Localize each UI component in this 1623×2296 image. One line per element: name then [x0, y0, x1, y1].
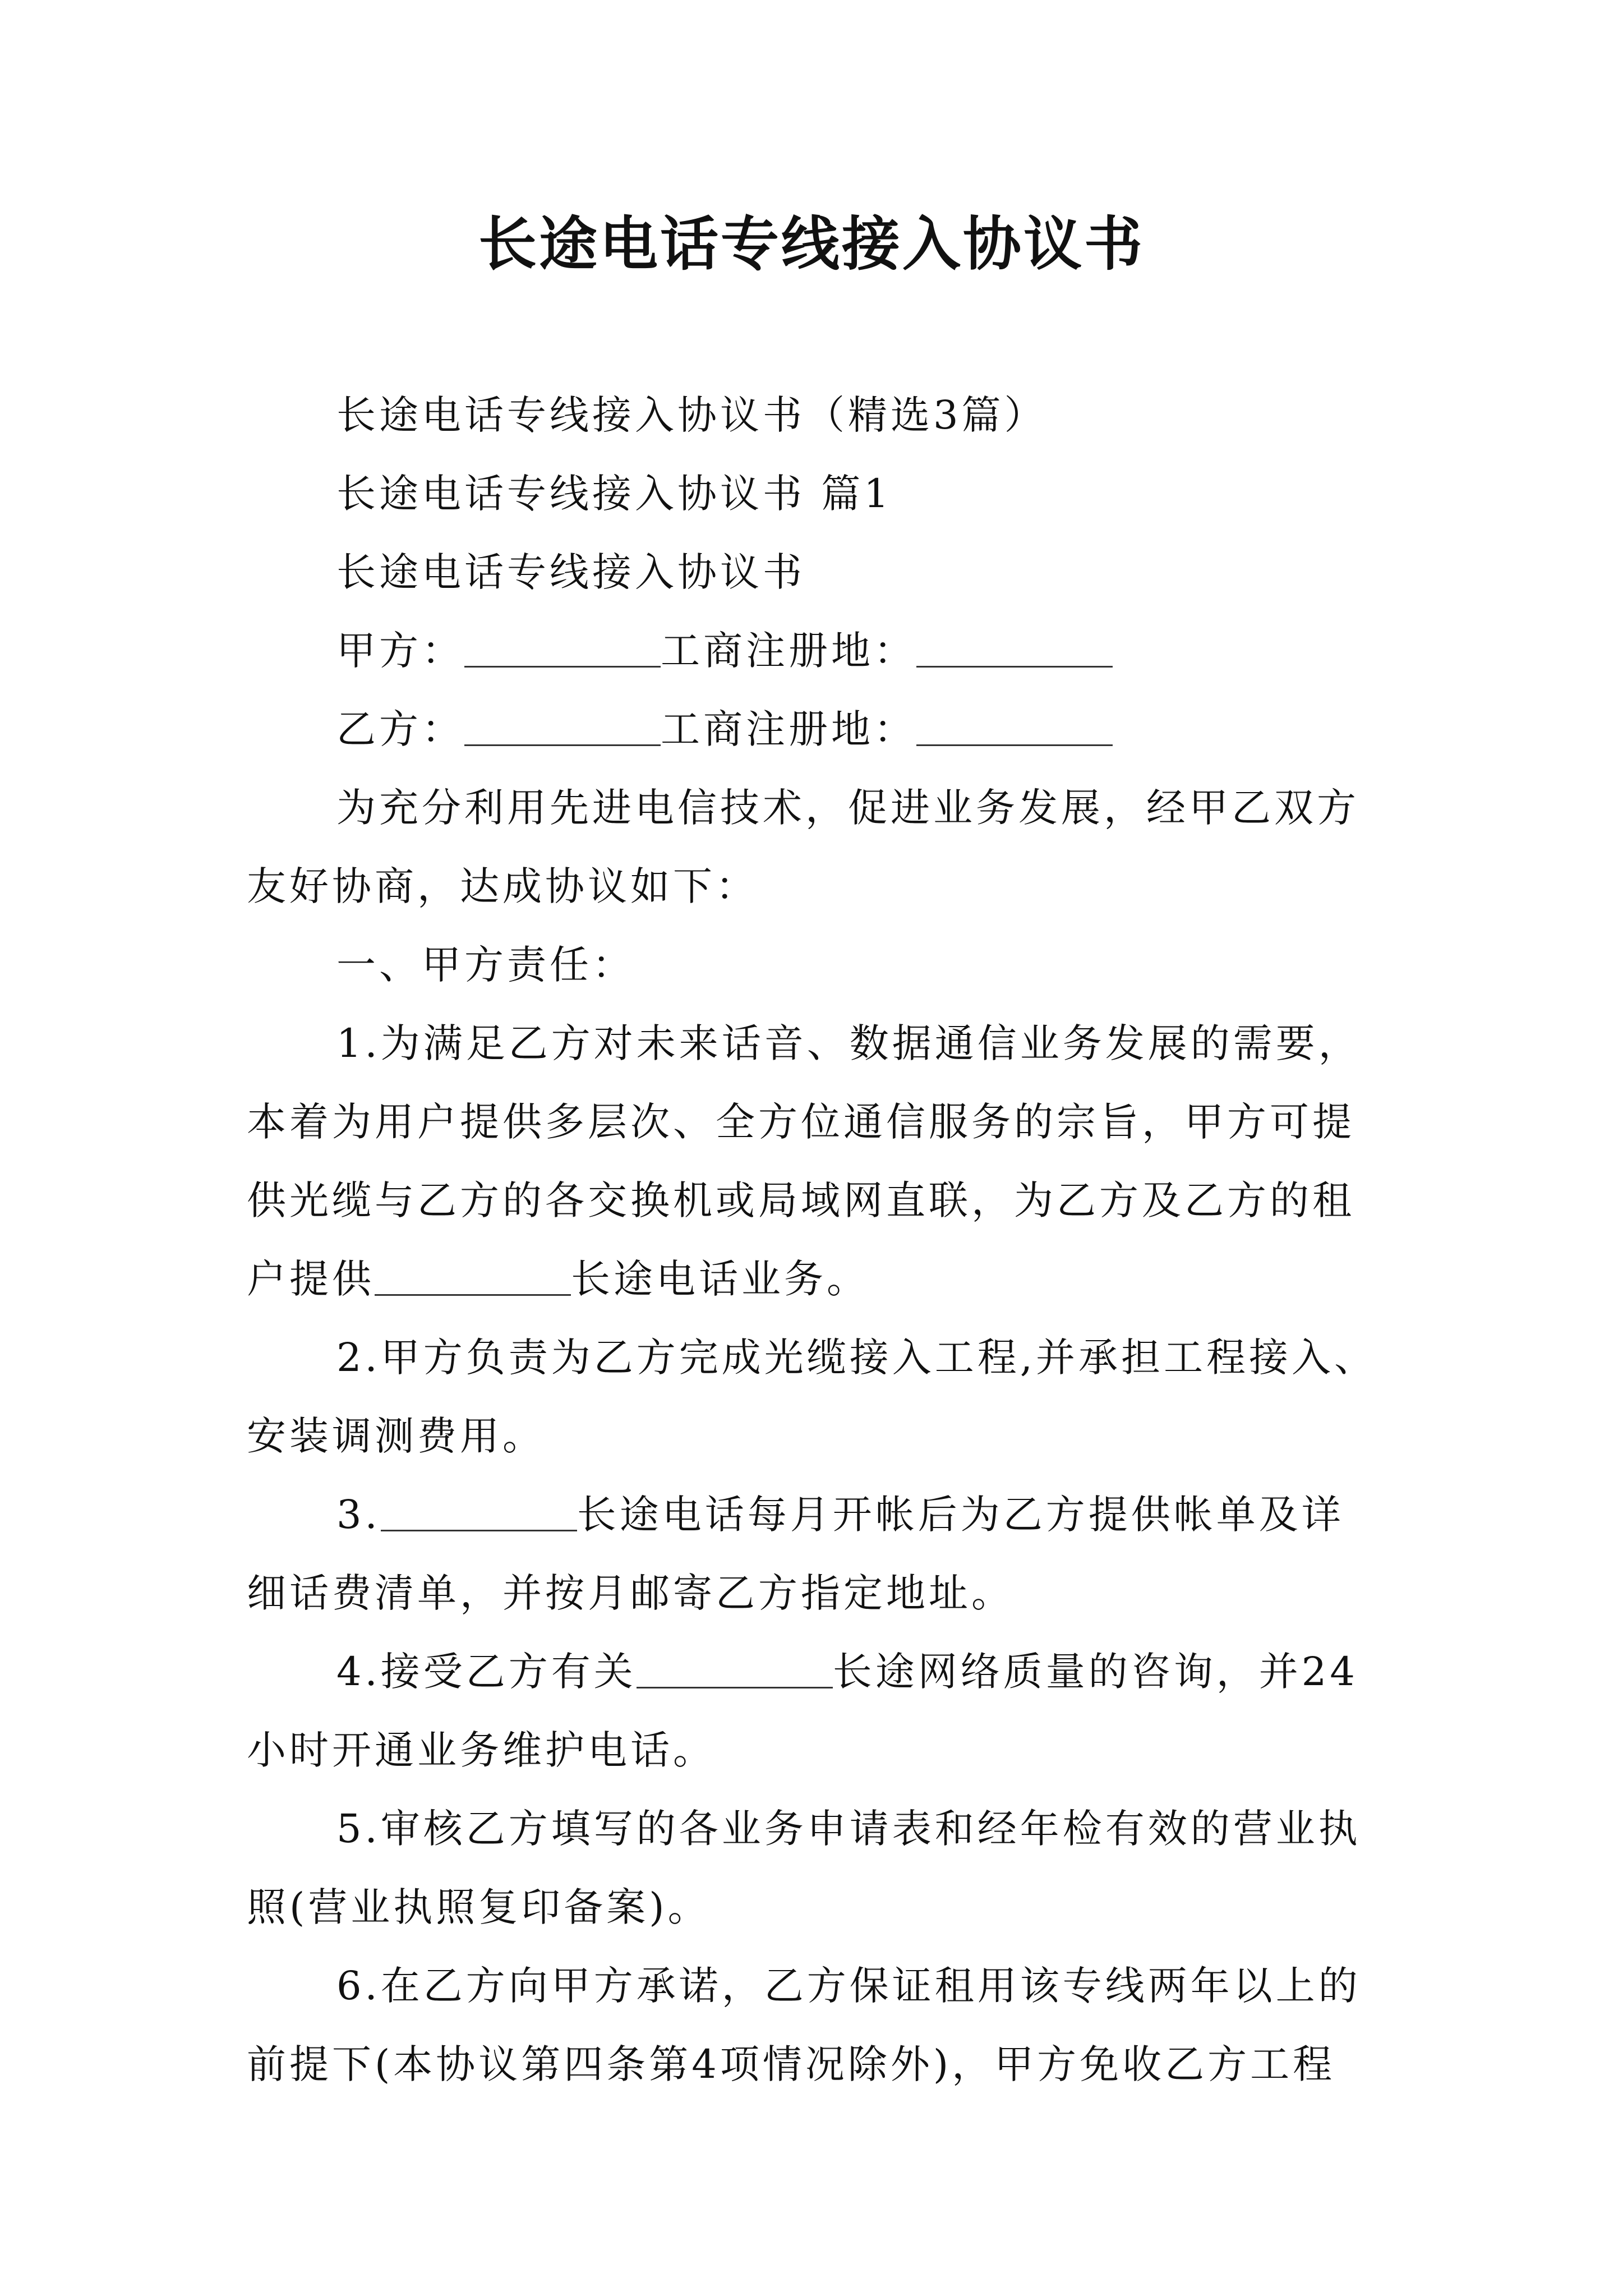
paragraph-text: 长途电话专线接入协议书 篇1 [336, 471, 892, 517]
paragraph-item-2 [247, 1318, 1385, 1475]
paragraph-text: 长途电话专线接入协议书（精选3篇） [336, 392, 1047, 438]
paragraph-text: 6.在乙方向甲方承诺，乙方保证租用该专线两年以上的前提下(本协议第四条第4项情况除外)，甲方免收乙方工程 [247, 1963, 1361, 2087]
item-3-blank [381, 1485, 577, 1531]
paragraph-item-4 [247, 1632, 1385, 1789]
document-body [247, 376, 1385, 2104]
paragraph-text: 长途网络质量的咨询，并24小时开通业务维护电话。 [247, 1649, 1358, 1773]
paragraph-item-5 [247, 1789, 1385, 1947]
paragraph-text: 5.审核乙方填写的各业务申请表和经年检有效的营业执照(营业执照复印备案)。 [247, 1806, 1361, 1930]
paragraph-text: 长途电话业务。 [571, 1256, 869, 1302]
party-a-address-label: 工商注册地： [661, 628, 916, 674]
document-title: 长途电话专线接入协议书 [478, 209, 1145, 278]
paragraph-text: 3. [336, 1492, 381, 1538]
party-b-address-blank [916, 700, 1113, 746]
party-a-line [247, 611, 1385, 690]
paragraph-clause-heading [247, 926, 1385, 1004]
party-b-line [247, 690, 1385, 769]
paragraph-subtitle [247, 376, 1385, 454]
item-4-blank [637, 1642, 833, 1688]
party-b-label: 乙方： [336, 706, 464, 752]
paragraph-text: 1.为满足乙方对未来话音、数据通信业务发展的需要，本着为用户提供多层次、全方位通信服务的宗旨，甲方可提供光缆与乙方的各交换机或局域网直联，为乙方及乙方的租户提供 [247, 1020, 1361, 1302]
paragraph-preamble [247, 769, 1385, 926]
item-1-blank [375, 1249, 571, 1296]
party-a-blank [464, 621, 661, 668]
paragraph-item-3 [247, 1475, 1385, 1632]
party-a-address-blank [916, 621, 1113, 668]
paragraph-text: 长途电话每月开帐后为乙方提供帐单及详细话费清单，并按月邮寄乙方指定地址。 [247, 1492, 1344, 1616]
paragraph-text: 2.甲方负责为乙方完成光缆接入工程,并承担工程接入、安装调测费用。 [247, 1335, 1377, 1459]
party-b-blank [464, 700, 661, 746]
paragraph-text: 为充分利用先进电信技术，促进业务发展，经甲乙双方友好协商，达成协议如下： [247, 785, 1359, 909]
paragraph-text: 一、甲方责任： [336, 942, 635, 988]
paragraph-section-heading [247, 454, 1385, 533]
paragraph-item-6 [247, 1947, 1385, 2104]
paragraph-agreement-name [247, 533, 1385, 611]
paragraph-text: 4.接受乙方有关 [336, 1649, 637, 1695]
paragraph-text: 长途电话专线接入协议书 [336, 549, 805, 595]
party-a-label: 甲方： [336, 628, 464, 674]
paragraph-item-1 [247, 1004, 1385, 1318]
party-b-address-label: 工商注册地： [661, 706, 916, 752]
